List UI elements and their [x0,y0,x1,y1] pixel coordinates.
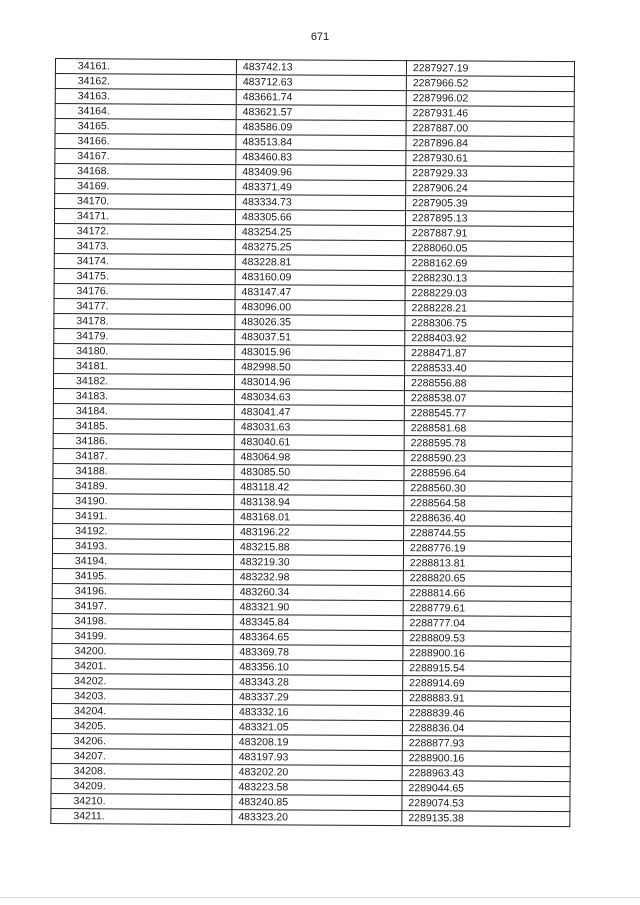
point-number-cell: 34211. [51,808,232,824]
point-number-cell: 34198. [52,613,233,629]
y-coordinate-cell: 2288471.87 [405,346,573,362]
x-coordinate-cell: 483041.47 [234,405,404,421]
x-coordinate-cell: 483621.57 [236,105,406,121]
point-number-cell: 34175. [54,268,235,284]
x-coordinate-cell: 483223.58 [232,780,402,796]
point-number-cell: 34201. [52,658,233,674]
y-coordinate-cell: 2287905.39 [406,196,574,212]
y-coordinate-cell: 2288914.69 [403,676,571,692]
y-coordinate-cell: 2288545.77 [404,406,572,422]
y-coordinate-cell: 2287896.84 [406,136,574,152]
x-coordinate-cell: 483228.81 [235,255,405,271]
x-coordinate-cell: 483040.61 [234,435,404,451]
point-number-cell: 34168. [55,164,236,180]
y-coordinate-cell: 2287887.91 [405,226,573,242]
point-number-cell: 34191. [53,508,234,524]
point-number-cell: 34194. [52,553,233,569]
y-coordinate-cell: 2287906.24 [406,181,574,197]
x-coordinate-cell: 483356.10 [233,660,403,676]
x-coordinate-cell: 483240.85 [232,795,402,811]
x-coordinate-cell: 483345.84 [233,615,403,631]
x-coordinate-cell: 483343.28 [233,675,403,691]
point-number-cell: 34179. [54,328,235,344]
y-coordinate-cell: 2288596.64 [404,466,572,482]
x-coordinate-cell: 483337.29 [233,690,403,706]
y-coordinate-cell: 2288228.21 [405,301,573,317]
y-coordinate-cell: 2288813.81 [403,556,571,572]
point-number-cell: 34182. [53,373,234,389]
x-coordinate-cell: 483260.34 [233,585,403,601]
point-number-cell: 34184. [53,403,234,419]
point-number-cell: 34173. [54,238,235,254]
x-coordinate-cell: 483305.66 [235,210,405,226]
y-coordinate-cell: 2288560.30 [404,481,572,497]
y-coordinate-cell: 2288836.04 [402,721,570,737]
y-coordinate-cell: 2288776.19 [403,541,571,557]
x-coordinate-cell: 483513.84 [236,135,406,151]
y-coordinate-cell: 2288306.75 [405,316,573,332]
point-number-cell: 34162. [55,74,236,90]
point-number-cell: 34200. [52,643,233,659]
point-number-cell: 34163. [55,89,236,105]
point-number-cell: 34177. [54,298,235,314]
point-number-cell: 34203. [52,688,233,704]
point-number-cell: 34164. [55,104,236,120]
y-coordinate-cell: 2288060.05 [405,241,573,257]
y-coordinate-cell: 2288809.53 [403,631,571,647]
table-row [51,808,570,826]
x-coordinate-cell: 483219.30 [233,555,403,571]
point-number-cell: 34172. [54,223,235,239]
x-coordinate-cell: 483369.78 [233,645,403,661]
x-coordinate-cell: 483196.22 [234,525,404,541]
y-coordinate-cell: 2288538.07 [404,391,572,407]
x-coordinate-cell: 483096.00 [235,300,405,316]
point-number-cell: 34176. [54,283,235,299]
x-coordinate-cell: 483321.05 [232,720,402,736]
y-coordinate-cell: 2288595.78 [404,436,572,452]
point-number-cell: 34204. [51,703,232,719]
x-coordinate-cell: 483742.13 [236,60,406,76]
point-number-cell: 34195. [52,568,233,584]
coordinate-table [50,58,575,827]
y-coordinate-cell: 2289074.53 [402,796,570,812]
bottom-rule [0,897,640,898]
x-coordinate-cell: 483712.63 [236,75,406,91]
y-coordinate-cell: 2288963.43 [402,766,570,782]
x-coordinate-cell: 483138.94 [234,495,404,511]
x-coordinate-cell: 483202.20 [232,765,402,781]
point-number-cell: 34171. [54,209,235,225]
y-coordinate-cell: 2287887.00 [406,121,574,137]
point-number-cell: 34165. [55,119,236,135]
x-coordinate-cell: 483661.74 [236,90,406,106]
point-number-cell: 34205. [51,718,232,734]
x-coordinate-cell: 483332.16 [232,705,402,721]
x-coordinate-cell: 483168.01 [234,510,404,526]
y-coordinate-cell: 2288777.04 [403,616,571,632]
point-number-cell: 34161. [55,59,236,75]
point-number-cell: 34189. [53,478,234,494]
x-coordinate-cell: 483364.65 [233,630,403,646]
x-coordinate-cell: 483160.09 [235,270,405,286]
point-number-cell: 34183. [53,388,234,404]
point-number-cell: 34207. [51,748,232,764]
y-coordinate-cell: 2288900.16 [402,751,570,767]
y-coordinate-cell: 2288900.16 [403,646,571,662]
y-coordinate-cell: 2288915.54 [403,661,571,677]
y-coordinate-cell: 2287929.33 [406,166,574,182]
x-coordinate-cell: 483208.19 [232,735,402,751]
x-coordinate-cell: 483586.09 [236,120,406,136]
x-coordinate-cell: 483147.47 [235,285,405,301]
point-number-cell: 34206. [51,733,232,749]
x-coordinate-cell: 483015.96 [235,345,405,361]
y-coordinate-cell: 2288556.88 [404,376,572,392]
x-coordinate-cell: 483197.93 [232,750,402,766]
point-number-cell: 34192. [53,523,234,539]
y-coordinate-cell: 2288590.23 [404,451,572,467]
point-number-cell: 34166. [55,134,236,150]
point-number-cell: 34190. [53,493,234,509]
y-coordinate-cell: 2288877.93 [402,736,570,752]
x-coordinate-cell: 483085.50 [234,465,404,481]
point-number-cell: 34174. [54,253,235,269]
y-coordinate-cell: 2287996.02 [406,91,574,107]
point-number-cell: 34170. [55,194,236,210]
x-coordinate-cell: 482998.50 [235,360,405,376]
y-coordinate-cell: 2288403.92 [405,331,573,347]
point-number-cell: 34208. [51,763,232,779]
x-coordinate-cell: 483118.42 [234,480,404,496]
x-coordinate-cell: 483321.90 [233,600,403,616]
point-number-cell: 34202. [52,673,233,689]
x-coordinate-cell: 483014.96 [234,375,404,391]
y-coordinate-cell: 2288162.69 [405,256,573,272]
y-coordinate-cell: 2288883.91 [403,691,571,707]
point-number-cell: 34197. [52,598,233,614]
point-number-cell: 34210. [51,793,232,809]
page-number: 671 [310,31,330,43]
coordinate-table-container [55,58,560,824]
x-coordinate-cell: 483064.98 [234,450,404,466]
y-coordinate-cell: 2288581.68 [404,421,572,437]
point-number-cell: 34181. [54,358,235,374]
x-coordinate-cell: 483034.63 [234,390,404,406]
point-number-cell: 34199. [52,628,233,644]
y-coordinate-cell: 2288229.03 [405,286,573,302]
y-coordinate-cell: 2287927.19 [406,61,574,77]
y-coordinate-cell: 2288820.65 [403,571,571,587]
point-number-cell: 34196. [52,583,233,599]
y-coordinate-cell: 2289135.38 [402,811,570,827]
y-coordinate-cell: 2288636.40 [404,511,572,527]
point-number-cell: 34167. [55,149,236,165]
y-coordinate-cell: 2288533.40 [405,361,573,377]
x-coordinate-cell: 483037.51 [235,330,405,346]
y-coordinate-cell: 2288779.61 [403,601,571,617]
y-coordinate-cell: 2288230.13 [405,271,573,287]
point-number-cell: 34185. [53,418,234,434]
x-coordinate-cell: 483334.73 [236,195,406,211]
point-number-cell: 34186. [53,433,234,449]
x-coordinate-cell: 483215.88 [233,540,403,556]
coordinate-table-body [51,59,575,827]
y-coordinate-cell: 2287931.46 [406,106,574,122]
point-number-cell: 34209. [51,778,232,794]
point-number-cell: 34178. [54,313,235,329]
y-coordinate-cell: 2288839.46 [402,706,570,722]
point-number-cell: 34187. [53,448,234,464]
y-coordinate-cell: 2287895.13 [405,211,573,227]
x-coordinate-cell: 483254.25 [235,225,405,241]
point-number-cell: 34188. [53,463,234,479]
y-coordinate-cell: 2287966.52 [406,76,574,92]
x-coordinate-cell: 483275.25 [235,240,405,256]
y-coordinate-cell: 2289044.65 [402,781,570,797]
x-coordinate-cell: 483026.35 [235,315,405,331]
point-number-cell: 34169. [55,179,236,195]
x-coordinate-cell: 483460.83 [236,150,406,166]
y-coordinate-cell: 2288744.55 [404,526,572,542]
y-coordinate-cell: 2288814.66 [403,586,571,602]
x-coordinate-cell: 483031.63 [234,420,404,436]
x-coordinate-cell: 483371.49 [236,180,406,196]
point-number-cell: 34193. [52,538,233,554]
x-coordinate-cell: 483323.20 [232,810,402,826]
y-coordinate-cell: 2287930.61 [406,151,574,167]
x-coordinate-cell: 483232.98 [233,570,403,586]
y-coordinate-cell: 2288564.58 [404,496,572,512]
point-number-cell: 34180. [54,343,235,359]
x-coordinate-cell: 483409.96 [236,165,406,181]
